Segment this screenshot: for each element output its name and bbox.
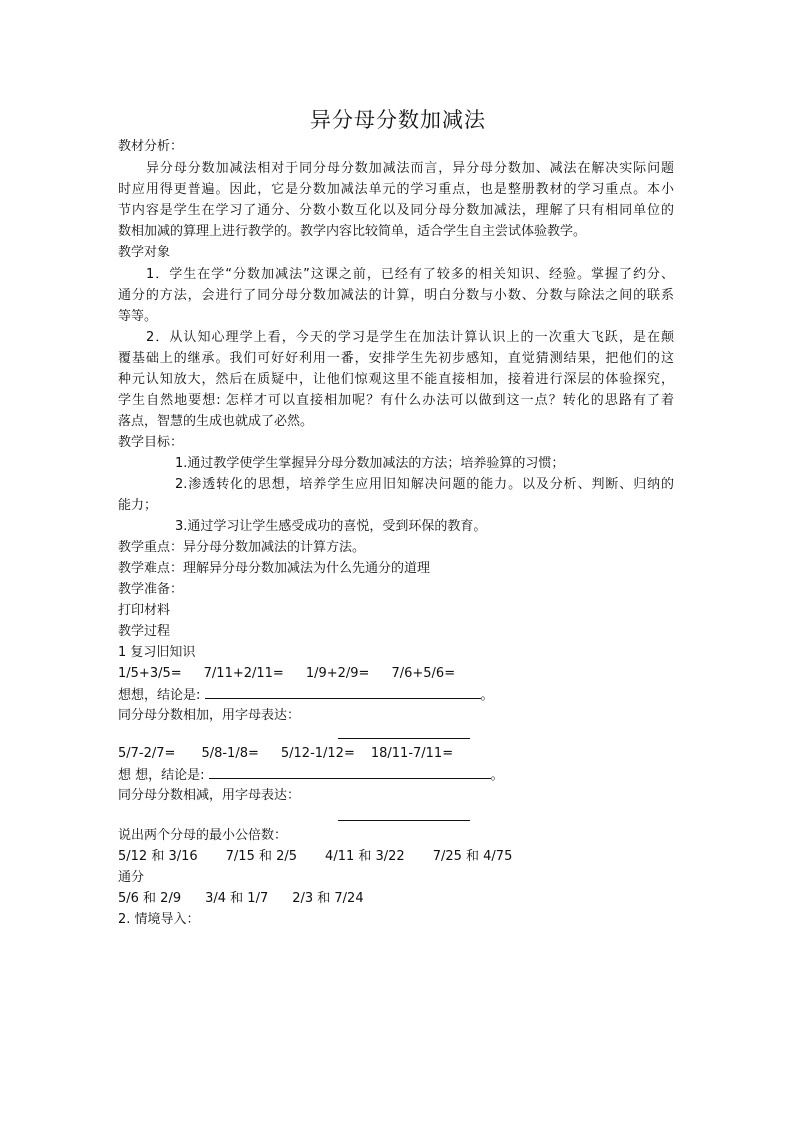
lcm-item: 7/15 和 2/5 — [225, 849, 298, 864]
lcm-item: 7/25 和 4/75 — [432, 849, 513, 864]
sub-exercise: 5/8-1/8= — [201, 746, 259, 761]
situation-heading: 2. 情境导入： — [118, 912, 200, 927]
lcm-item: 5/12 和 3/16 — [118, 849, 198, 864]
sub-exercise: 5/7-2/7= — [118, 746, 176, 761]
conclusion-1-row — [118, 685, 494, 706]
conclusion-1-label: 想想，结论是: — [118, 688, 201, 703]
sub-exercise: 5/12-1/12= — [280, 746, 355, 761]
common-heading: 通分 — [118, 870, 145, 885]
lcm-item: 4/11 和 3/22 — [325, 849, 405, 864]
add-exercise: 1/9+2/9= — [305, 666, 370, 681]
conclusion-1-blank[interactable] — [205, 685, 481, 699]
goals-heading: 教学目标： — [118, 435, 184, 450]
sub-exercises-row — [118, 744, 453, 764]
material-line-2: 时应用得更普遍。因此，它是分数加减法单元的学习重点，也是整册教材的学习重点。本小 — [118, 182, 674, 197]
goal-2-line-2: 能力； — [118, 498, 158, 513]
objects-p1-line-2: 通分的方法，会进行了同分母分数加减法的计算，明白分数与小数、分数与除法之间的联系 — [118, 288, 674, 303]
add-exercise: 7/6+5/6= — [391, 666, 456, 681]
material-line-3: 节内容是学生在学习了通分、分数小数互化以及同分母分数加减法，理解了只有相同单位的 — [118, 203, 674, 218]
goal-1: 1.通过教学使学生掌握异分母分数加减法的方法；培养验算的习惯； — [175, 456, 565, 471]
goal-2-line-1: 2.渗透转化的思想，培养学生应用旧知解决问题的能力。以及分析、判断、归纳的 — [175, 477, 674, 492]
objects-p2-line-4: 学生自然地要想: 怎样才可以直接相加呢？有什么办法可以做到这一点？转化的思路有了着 — [118, 393, 674, 408]
add-letter-blank[interactable] — [338, 738, 470, 739]
conclusion-2-blank[interactable] — [209, 765, 491, 779]
material-line-1: 异分母分数加减法相对于同分母分数加减法而言，异分母分数加、减法在解决实际问题 — [146, 161, 674, 176]
lcm-heading: 说出两个分母的最小公倍数： — [118, 828, 288, 843]
add-exercise: 7/11+2/11= — [203, 666, 284, 681]
objects-p1-line-3: 等等。 — [118, 309, 158, 324]
material-heading: 教材分析： — [118, 139, 184, 154]
objects-p2-line-5: 落点，智慧的生成也就成了必然。 — [118, 414, 314, 429]
common-row — [118, 889, 364, 909]
objects-heading: 教学对象 — [118, 245, 171, 260]
prep-item: 打印材料 — [118, 603, 171, 618]
add-letter-prompt: 同分母分数相加，用字母表达： — [118, 708, 301, 723]
process-heading: 教学过程 — [118, 624, 171, 639]
key-point: 教学重点：异分母分数加减法的计算方法。 — [118, 540, 366, 555]
objects-p2-line-2: 覆基础上的继承。我们可好好利用一番，安排学生先初步感知，直觉猜测结果，把他们的这 — [118, 351, 674, 366]
common-item: 5/6 和 2/9 — [118, 891, 182, 906]
objects-p2-line-1: 2．从认知心理学上看，今天的学习是学生在加法计算认识上的一次重大飞跃，是在颠 — [146, 330, 674, 345]
common-item: 3/4 和 1/7 — [205, 891, 269, 906]
goal-3: 3.通过学习让学生感受成功的喜悦，受到环保的教育。 — [175, 519, 487, 534]
add-exercises-row — [118, 664, 455, 684]
conclusion-1-end: 。 — [480, 688, 494, 703]
conclusion-2-label: 想 想，结论是: — [118, 768, 205, 783]
review-heading: 1 复习旧知识 — [118, 645, 196, 660]
lcm-row — [118, 847, 512, 867]
prep-heading: 教学准备： — [118, 582, 184, 597]
conclusion-2-row — [118, 765, 504, 786]
common-item: 2/3 和 7/24 — [292, 891, 364, 906]
sub-letter-prompt: 同分母分数相减，用字母表达： — [118, 788, 301, 803]
sub-letter-blank[interactable] — [338, 820, 470, 821]
difficulty: 教学难点：理解异分母分数加减法为什么先通分的道理 — [118, 561, 431, 576]
objects-p2-line-3: 种元认知放大，然后在质疑中，让他们惊观这里不能直接相加，接着进行深层的体验探究， — [118, 372, 674, 387]
conclusion-2-end: 。 — [490, 768, 504, 783]
material-line-4: 数相加减的算理上进行教学的。教学内容比较简单，适合学生自主尝试体验教学。 — [118, 224, 587, 239]
objects-p1-line-1: 1．学生在学“分数加减法”这课之前，已经有了较多的相关知识、经验。掌握了约分、 — [146, 267, 674, 282]
sub-exercise: 18/11-7/11= — [370, 746, 454, 761]
add-exercise: 1/5+3/5= — [118, 666, 182, 681]
page-title: 异分母分数加减法 — [310, 108, 486, 132]
